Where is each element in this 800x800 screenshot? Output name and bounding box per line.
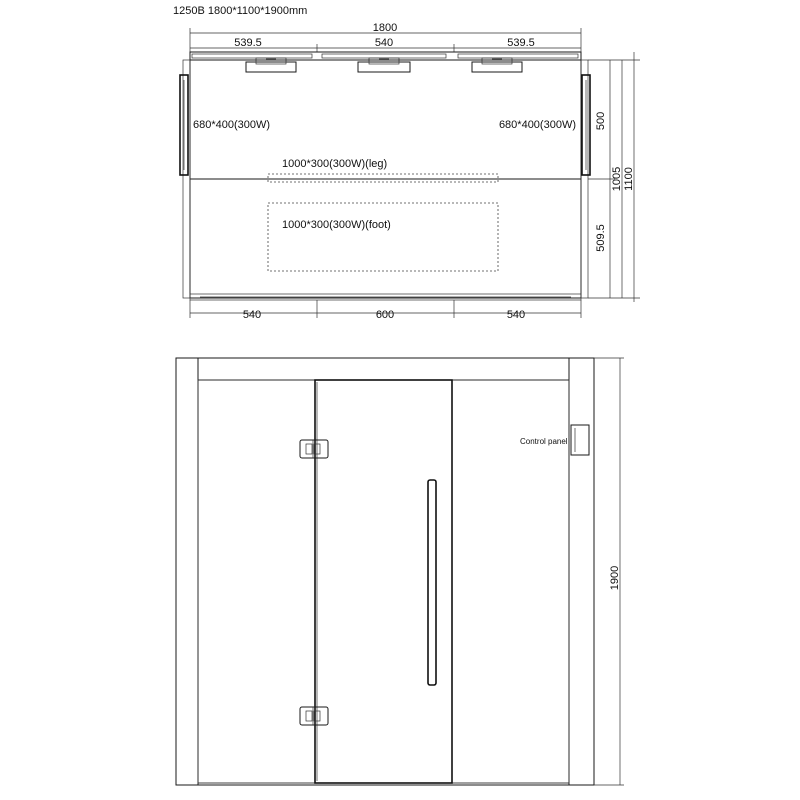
bottom-segment-middle: 600 — [375, 309, 395, 321]
top-segment-middle: 540 — [374, 37, 394, 49]
leg-heater — [268, 174, 498, 182]
door-handle[interactable] — [428, 480, 436, 685]
overall-width-label: 1800 — [372, 22, 398, 34]
top-view — [180, 22, 640, 321]
top-segment-right: 539.5 — [507, 37, 535, 49]
bottom-segment-right: 540 — [506, 309, 526, 321]
drawing-title: 1250B 1800*1100*1900mm — [173, 5, 308, 17]
foot-heater — [268, 203, 498, 271]
front-view — [176, 358, 624, 785]
right-heater-label: 680*400(300W) — [498, 119, 576, 131]
lower-door-hinge — [300, 707, 328, 725]
leg-heater-label: 1000*300(300W)(leg) — [282, 158, 388, 170]
glass-door[interactable] — [315, 380, 452, 783]
dim-upper-500: 500 — [595, 111, 607, 131]
bottom-segment-left: 540 — [242, 309, 262, 321]
upper-door-hinge — [300, 440, 328, 458]
foot-heater-label: 1000*300(300W)(foot) — [282, 219, 391, 231]
top-segment-left: 539.5 — [234, 37, 262, 49]
height-label: 1900 — [609, 565, 621, 591]
dim-lower-509-5: 509.5 — [595, 224, 607, 252]
dim-outer-1100: 1100 — [623, 167, 635, 191]
dim-inner-1005: 1005 — [611, 166, 623, 192]
control-panel[interactable] — [571, 425, 589, 455]
control-panel-label: Control panel — [520, 437, 568, 446]
cabin-front-outline — [176, 358, 594, 785]
left-heater-label: 680*400(300W) — [193, 119, 271, 131]
left-glass-panel — [198, 380, 315, 783]
